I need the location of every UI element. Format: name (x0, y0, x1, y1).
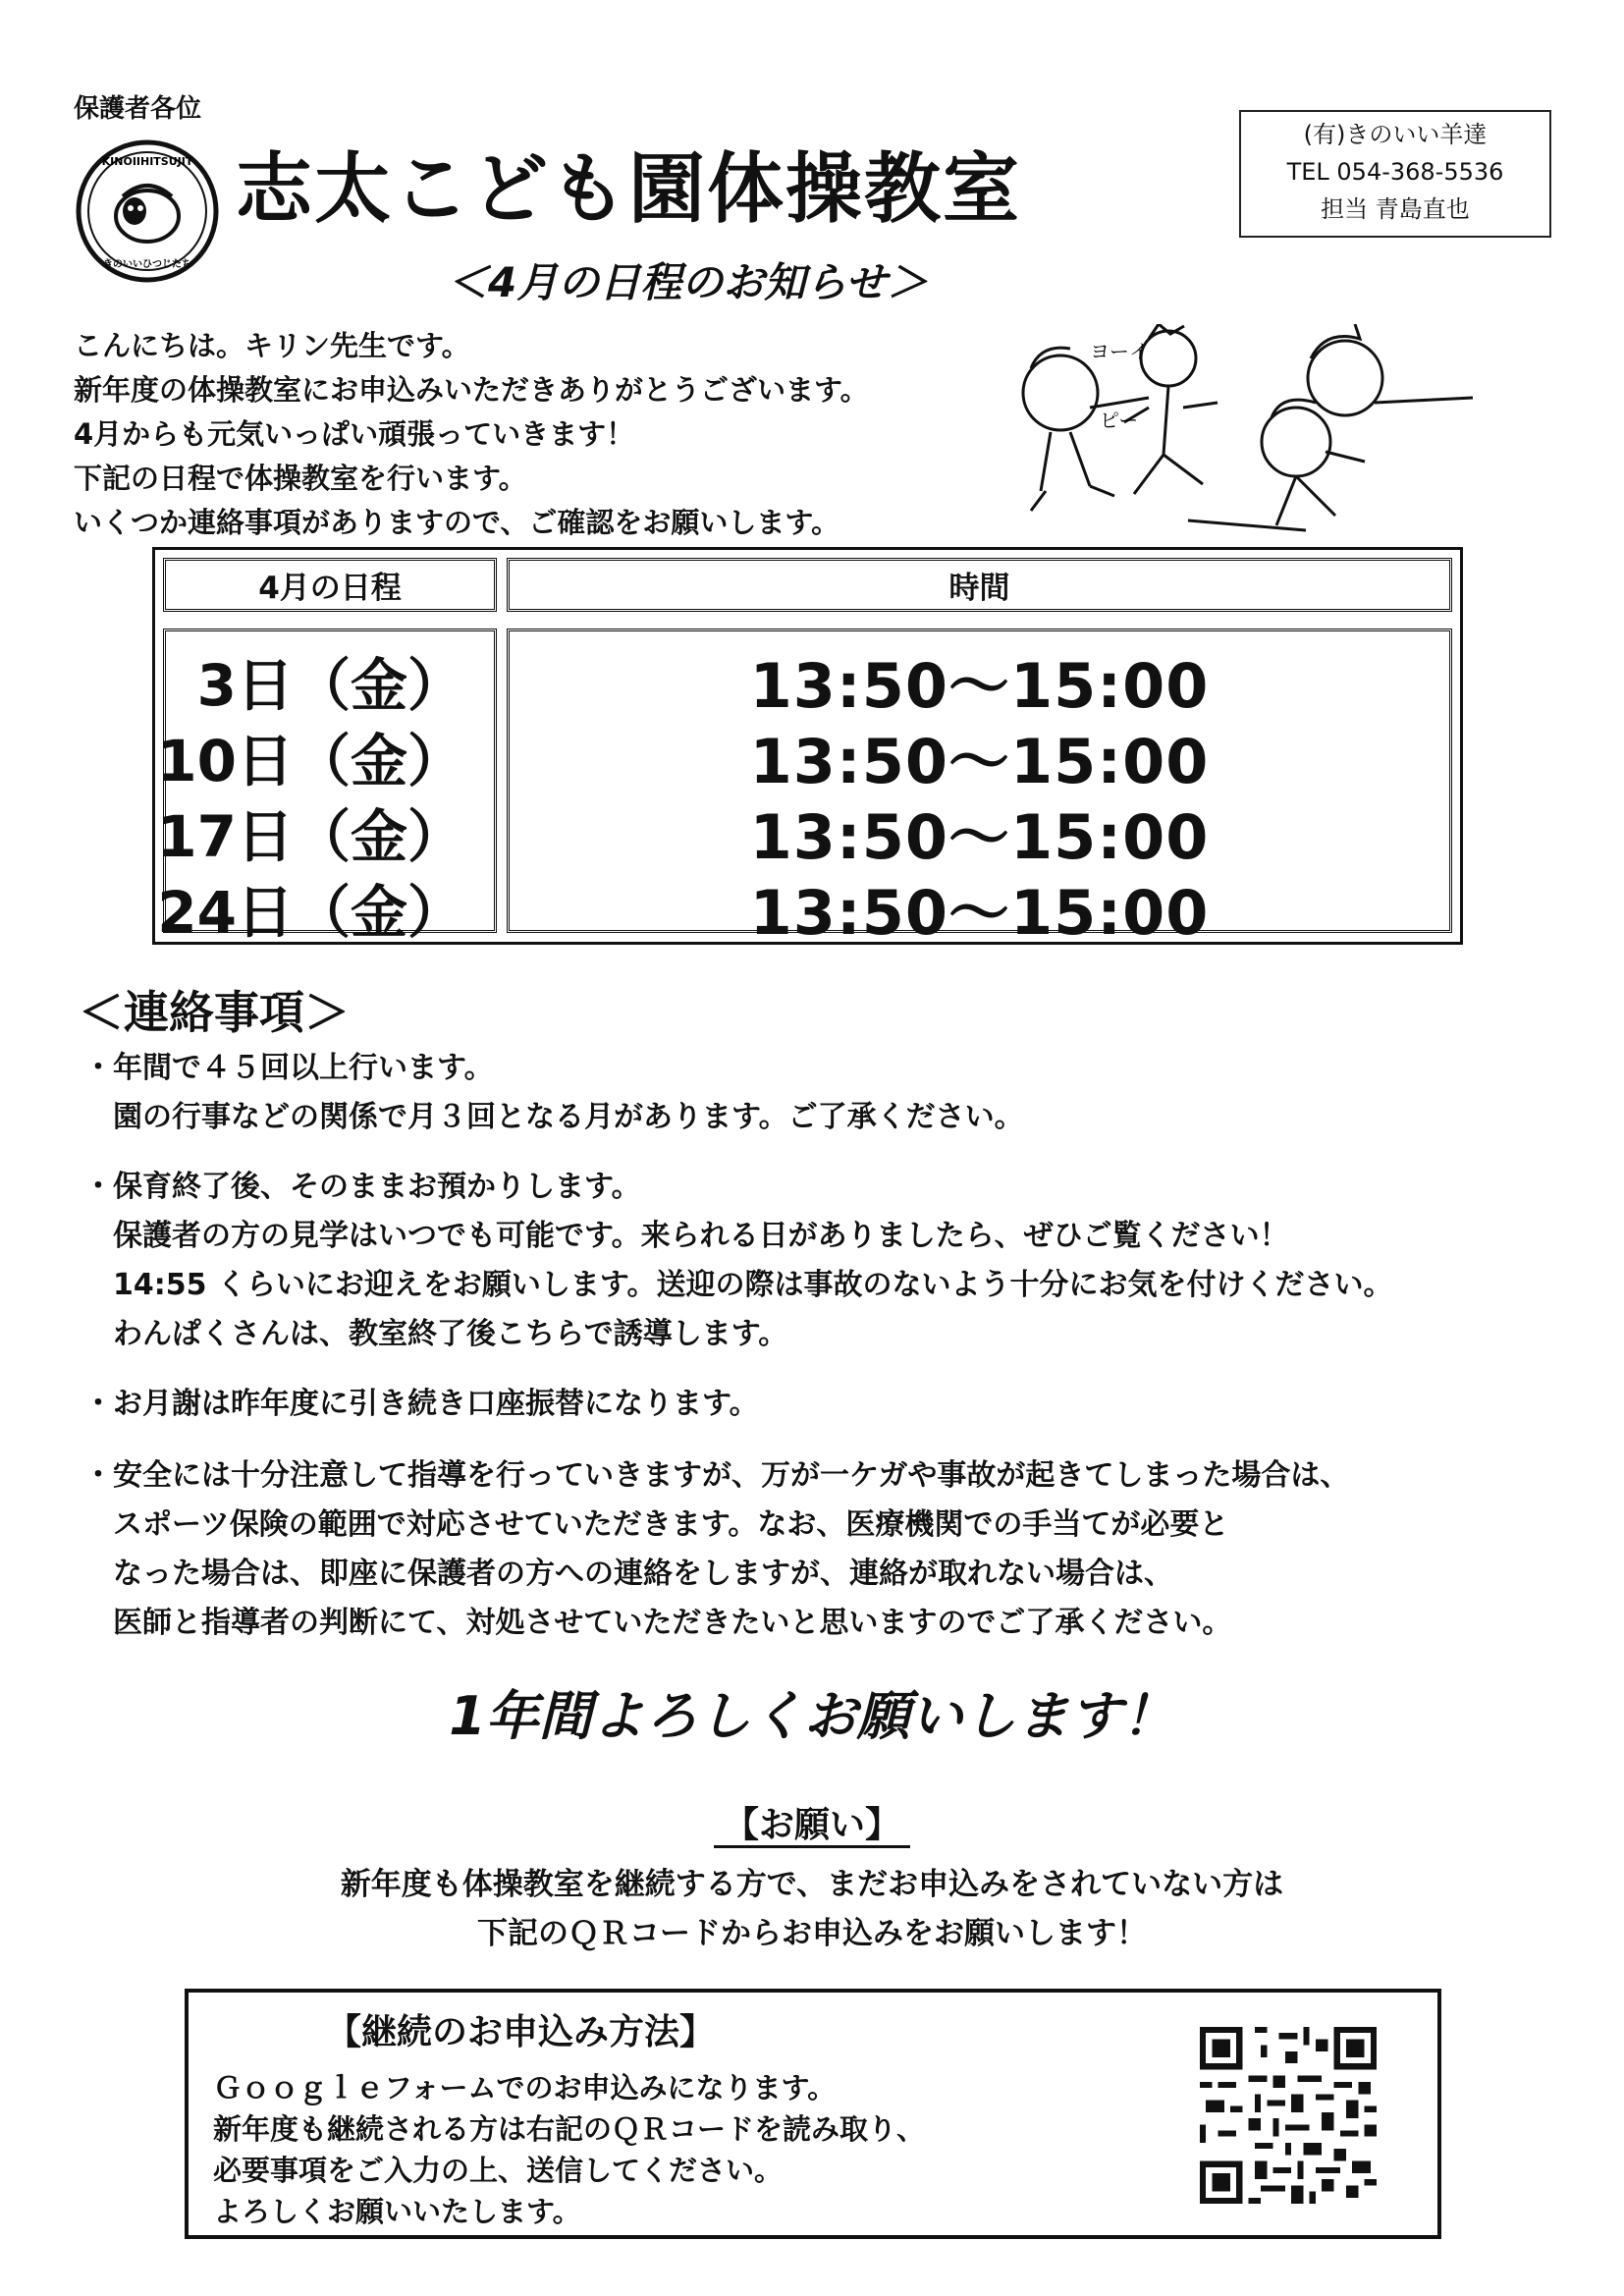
intro-line: 4月からも元気いっぱい頑張っていきます！ (74, 417, 635, 451)
intro-line: 新年度の体操教室にお申込みいただきありがとうございます。 (74, 373, 869, 407)
note-line: 園の行事などの関係で月３回となる月があります。ご了承ください。 (113, 1100, 1024, 1134)
company-info-box (1239, 110, 1551, 238)
apply-line: 必要事項をご入力の上、送信してください。 (213, 2154, 784, 2187)
note-line: 保護者の方の見学はいつでも可能です。来られる日がありましたら、ぜひご覧ください！ (113, 1219, 1289, 1253)
schedule-time: 13:50～15:00 (749, 801, 1210, 873)
note-item (83, 1450, 1349, 1494)
schedule-date-column (157, 629, 497, 946)
request-title-text: 【お願い】 (714, 1805, 910, 1848)
note-line: スポーツ保険の範囲で対応させていただきます。なお、医療機関での手当てが必要と (113, 1507, 1229, 1542)
request-line: 新年度も体操教室を継続する方で、まだお申込みをされていない方は (340, 1867, 1284, 1902)
speech-text: ピー (1100, 409, 1139, 432)
request-line: 下記のＱＲコードからお申込みをお願いします！ (477, 1916, 1147, 1951)
apply-method-box (185, 1989, 1441, 2239)
closing-message: 1年間よろしくお願いします！ (449, 1685, 1175, 1747)
note-line: わんぱくさんは、教室終了後こちらで誘導します。 (113, 1317, 788, 1351)
speech-text: ヨーイ (1090, 340, 1149, 363)
schedule-header-date: 4月の日程 (163, 558, 497, 612)
schedule-header-time: 時間 (507, 558, 1452, 612)
bullet: ・ (83, 1387, 113, 1421)
sheep-logo-icon (74, 137, 221, 285)
recipient-line: 保護者各位 (74, 94, 202, 124)
apply-line: 新年度も継続される方は右記のＱＲコードを読み取り、 (213, 2112, 926, 2146)
note-item (83, 1162, 641, 1205)
note-line: 安全には十分注意して指導を行っていきますが、万が一ケガや事故が起きてしまった場合は、 (113, 1458, 1350, 1493)
schedule-date: 24日（金） (157, 879, 464, 946)
request-title (0, 1797, 1624, 1847)
page-title: 志太こども園体操教室 (236, 145, 1022, 234)
note-line: 保育終了後、そのままお預かりします。 (113, 1170, 641, 1204)
note-item (83, 1379, 759, 1422)
note-line: 年間で４５回以上行います。 (113, 1051, 494, 1085)
bullet: ・ (83, 1170, 113, 1204)
logo-text-bottom: きのいいひつじたち (103, 259, 191, 270)
intro-line: 下記の日程で体操教室を行います。 (74, 462, 527, 495)
apply-title: 【継続のお申込み方法】 (326, 2012, 716, 2052)
company-tel: TEL 054-368-5536 (1286, 158, 1504, 186)
schedule-date: 3日（金） (196, 652, 464, 719)
intro-line: いくつか連絡事項がありますので、ご確認をお願いします。 (74, 506, 840, 539)
apply-line: Ｇｏｏｇｌｅフォームでのお申込みになります。 (213, 2071, 837, 2105)
bullet: ・ (83, 1458, 113, 1493)
schedule-time-column (507, 629, 1452, 949)
company-name: (有)きのいい羊達 (1303, 121, 1488, 148)
note-line: お月謝は昨年度に引き続き口座振替になります。 (113, 1387, 759, 1421)
notes-title: ＜連絡事項＞ (79, 986, 350, 1039)
intro-line: こんにちは。キリン先生です。 (74, 329, 470, 362)
company-contact: 担当 青島直也 (1321, 195, 1470, 223)
schedule-time: 13:50～15:00 (749, 650, 1210, 722)
schedule-time: 13:50～15:00 (749, 877, 1210, 949)
running-children-illustration (992, 324, 1483, 550)
schedule-date: 10日（金） (157, 728, 464, 794)
schedule-time: 13:50～15:00 (749, 726, 1210, 797)
note-item (83, 1043, 494, 1086)
logo-text-top: KINOIIHITSUJIT (101, 155, 193, 168)
note-line: 医師と指導者の判断にて、対処させていただきたいと思いますのでご了承ください。 (113, 1606, 1232, 1640)
page-subtitle: ＜4月の日程のお知らせ＞ (447, 258, 928, 306)
note-line: 14:55 くらいにお迎えをお願いします。送迎の際は事故のないよう十分にお気を付けください。 (113, 1268, 1393, 1302)
schedule-date: 17日（金） (157, 803, 464, 870)
bullet: ・ (83, 1051, 113, 1085)
note-line: なった場合は、即座に保護者の方への連絡をしますが、連絡が取れない場合は、 (113, 1557, 1173, 1591)
schedule-table (152, 547, 1463, 949)
apply-line: よろしくお願いいたします。 (213, 2195, 581, 2228)
qr-code-icon[interactable] (1200, 2027, 1377, 2204)
